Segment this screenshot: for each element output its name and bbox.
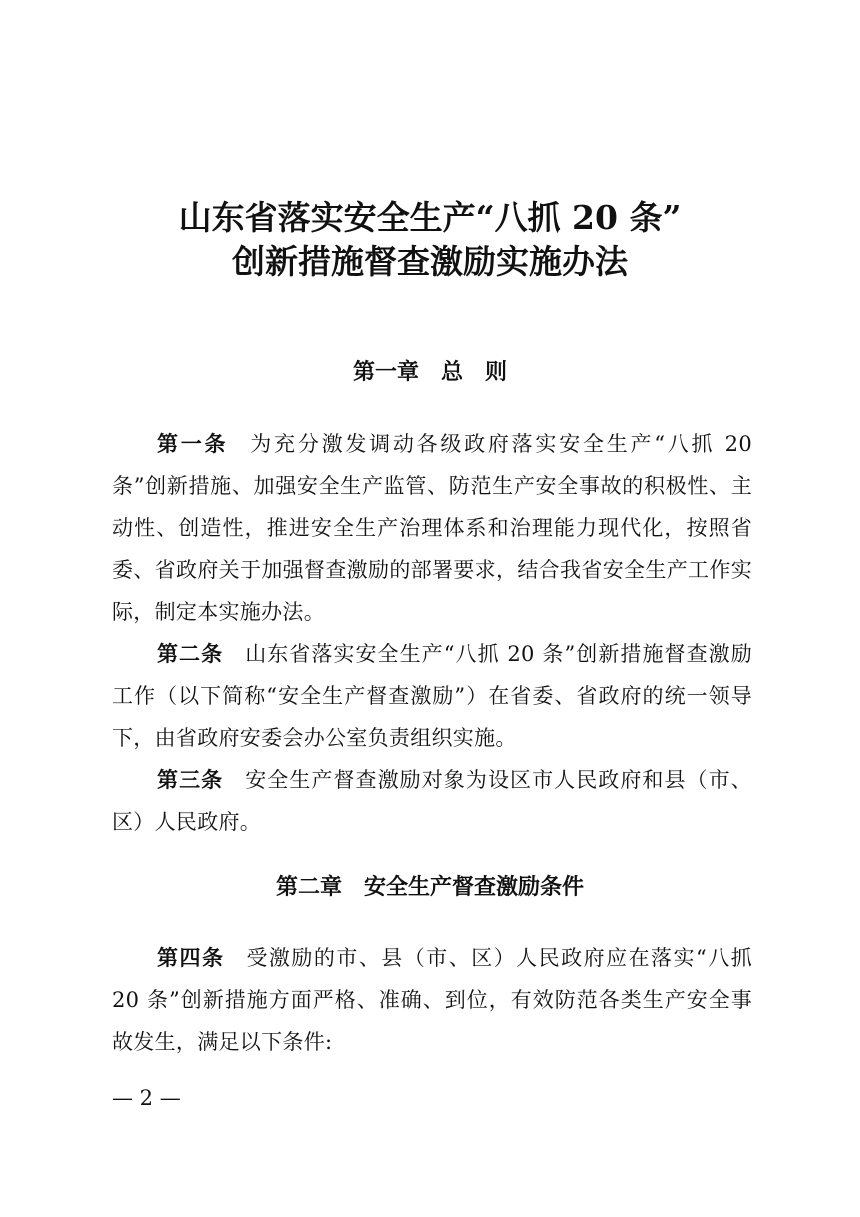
article-2 [112, 633, 752, 759]
chapter-2-number: 第二章 [275, 875, 342, 900]
chapter-2-name: 安全生产督查激励条件 [364, 875, 585, 900]
article-4 [112, 937, 752, 1063]
article-2-label: 第二条 [157, 642, 224, 666]
article-1-label: 第一条 [157, 432, 229, 456]
article-3 [112, 759, 752, 843]
chapter-1-number: 第一章 [352, 360, 419, 385]
chapter-1-name: 总 则 [441, 360, 508, 385]
article-3-text: 安全生产督查激励对象为设区市人民政府和县（市、区）人民政府。 [112, 768, 752, 834]
document-title-line2: 创新措施督查激励实施办法 [232, 242, 628, 281]
article-1 [112, 423, 752, 633]
document-title-line1: 山东省落实安全生产“八抓 20 条” [178, 198, 682, 237]
page-number: — 2 — [112, 1086, 181, 1110]
article-3-label: 第三条 [157, 768, 224, 792]
article-4-text: 受激励的市、县（市、区）人民政府应在落实“八抓 20 条”创新措施方面严格、准确、到位，有效防范各类生产安全事故发生，满足以下条件: [112, 946, 752, 1054]
article-2-text: 山东省落实安全生产“八抓 20 条”创新措施督查激励工作（以下简称“安全生产督查激励”）在省委、省政府的统一领导下，由省政府安委会办公室负责组织实施。 [112, 642, 753, 750]
chapter-1-heading [0, 358, 860, 388]
article-4-label: 第四条 [157, 946, 225, 970]
article-1-text: 为充分激发调动各级政府落实安全生产“八抓 20 条”创新措施、加强安全生产监管、防范生产安全事故的积极性、主动性、创造性，推进安全生产治理体系和治理能力现代化，按照省委、省政府关于加强督查激励的部署要求，结合我省安全生产工作实际，制定本实施办法。 [112, 432, 753, 624]
chapter-2-heading [0, 873, 860, 903]
